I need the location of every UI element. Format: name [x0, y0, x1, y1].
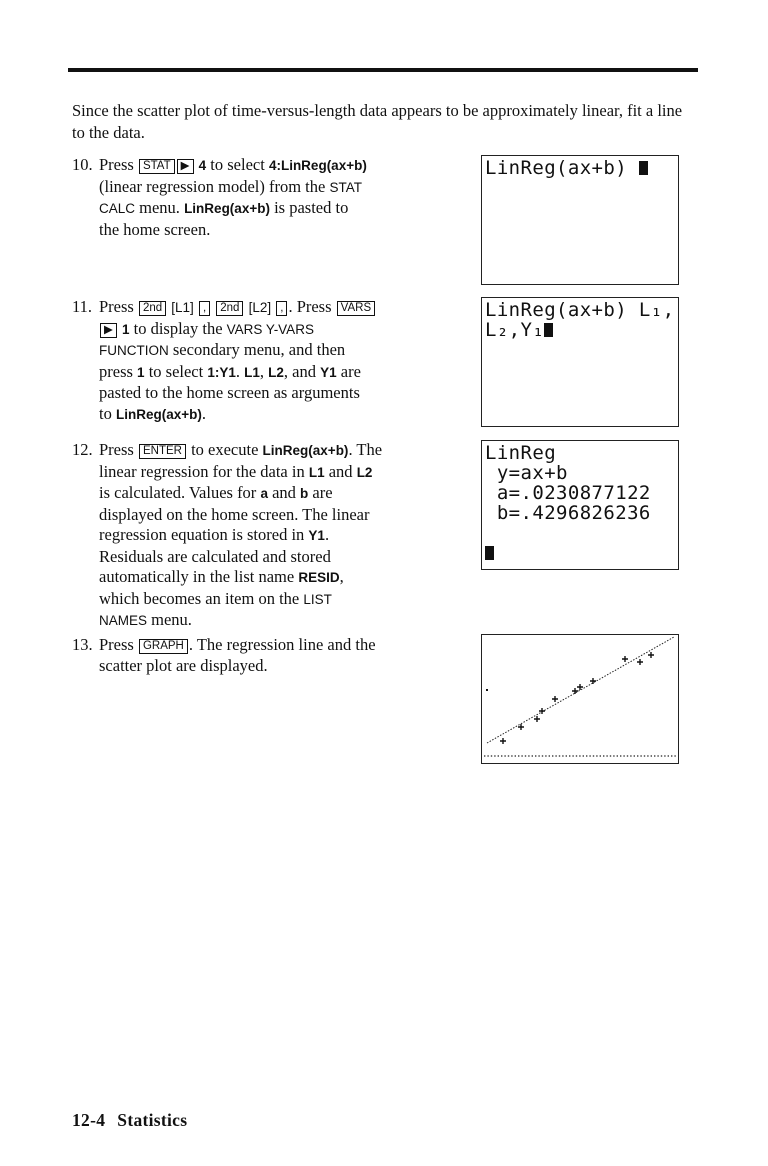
step-12: 12. Press ENTER to execute LinReg(ax+b). The linear regression for the data in L1 and L2 is calculated. Values for a and b are displayed on the home screen. The linear regression equation is stored in Y1. Residuals are calculated and stored automatically in the list name RESID, which becomes an item on the LIST NAMES menu.: [72, 440, 383, 629]
stat-key: STAT: [139, 159, 175, 174]
2nd-key: 2nd: [139, 301, 166, 316]
intro-paragraph: Since the scatter plot of time-versus-length data appears to be approximately linear, fit a line to the data.: [72, 101, 683, 142]
screen-line: y=ax+b: [485, 462, 568, 484]
step-number: 12.: [72, 440, 93, 459]
step-10: 10. Press STAT ▶ 4 to select 4:LinReg(ax+b) (linear regression model) from the STAT CALC menu. LinReg(ax+b) is pasted to the home screen.: [72, 155, 367, 239]
enter-key: ENTER: [139, 444, 186, 459]
plot-pixel-mark: [486, 689, 488, 691]
step-11: 11. Press 2nd [L1] , 2nd [L2] , . Press VARS ▶ 1 to display the VARS Y-VARS FUNCTION secondary menu, and then press 1 to select 1:Y1. L1, L2, and Y1 are pasted to the home screen as arguments to LinReg(ax+b).: [72, 297, 442, 425]
calculator-screen-linreg-arguments: [481, 297, 679, 427]
data-point: [572, 688, 578, 694]
comma-key: ,: [199, 301, 210, 316]
page-footer: [72, 1110, 199, 1131]
screen-line: LinReg(ax+b) L₁,: [485, 299, 675, 321]
data-point: [590, 678, 596, 684]
screen-line: LinReg: [485, 442, 557, 464]
data-point: [534, 716, 540, 722]
comma-key: ,: [276, 301, 287, 316]
data-point: [648, 652, 654, 658]
data-point: [622, 656, 628, 662]
screen-line: a=.0230877122: [485, 482, 651, 504]
top-rule: [68, 68, 698, 72]
screen-line: LinReg(ax+b): [485, 157, 639, 179]
section-name: Statistics: [117, 1110, 188, 1130]
vars-key: VARS: [337, 301, 375, 316]
data-point: [552, 696, 558, 702]
scatter-points: [500, 652, 654, 744]
cursor-icon: [639, 161, 648, 175]
screen-line: L₂,Y₁: [485, 319, 545, 341]
step-13: 13. Press GRAPH . The regression line and the scatter plot are displayed.: [72, 635, 376, 675]
step-number: 11.: [72, 297, 93, 316]
calculator-screen-regression-graph: [481, 634, 679, 764]
graph-key: GRAPH: [139, 639, 188, 654]
calculator-screen-linreg-results: [481, 440, 679, 570]
2nd-key: 2nd: [216, 301, 243, 316]
data-point: [637, 659, 643, 665]
cursor-icon: [544, 323, 553, 337]
data-point: [500, 738, 506, 744]
right-arrow-key-icon: ▶: [100, 323, 117, 338]
right-arrow-key-icon: ▶: [177, 159, 194, 174]
step-number: 10.: [72, 155, 93, 174]
page-number: 12-4: [72, 1110, 106, 1130]
step-number: 13.: [72, 635, 93, 654]
calculator-screen-linreg-command: [481, 155, 679, 285]
regression-graph: [482, 635, 678, 763]
cursor-icon: [485, 546, 494, 560]
screen-line: b=.4296826236: [485, 502, 651, 524]
